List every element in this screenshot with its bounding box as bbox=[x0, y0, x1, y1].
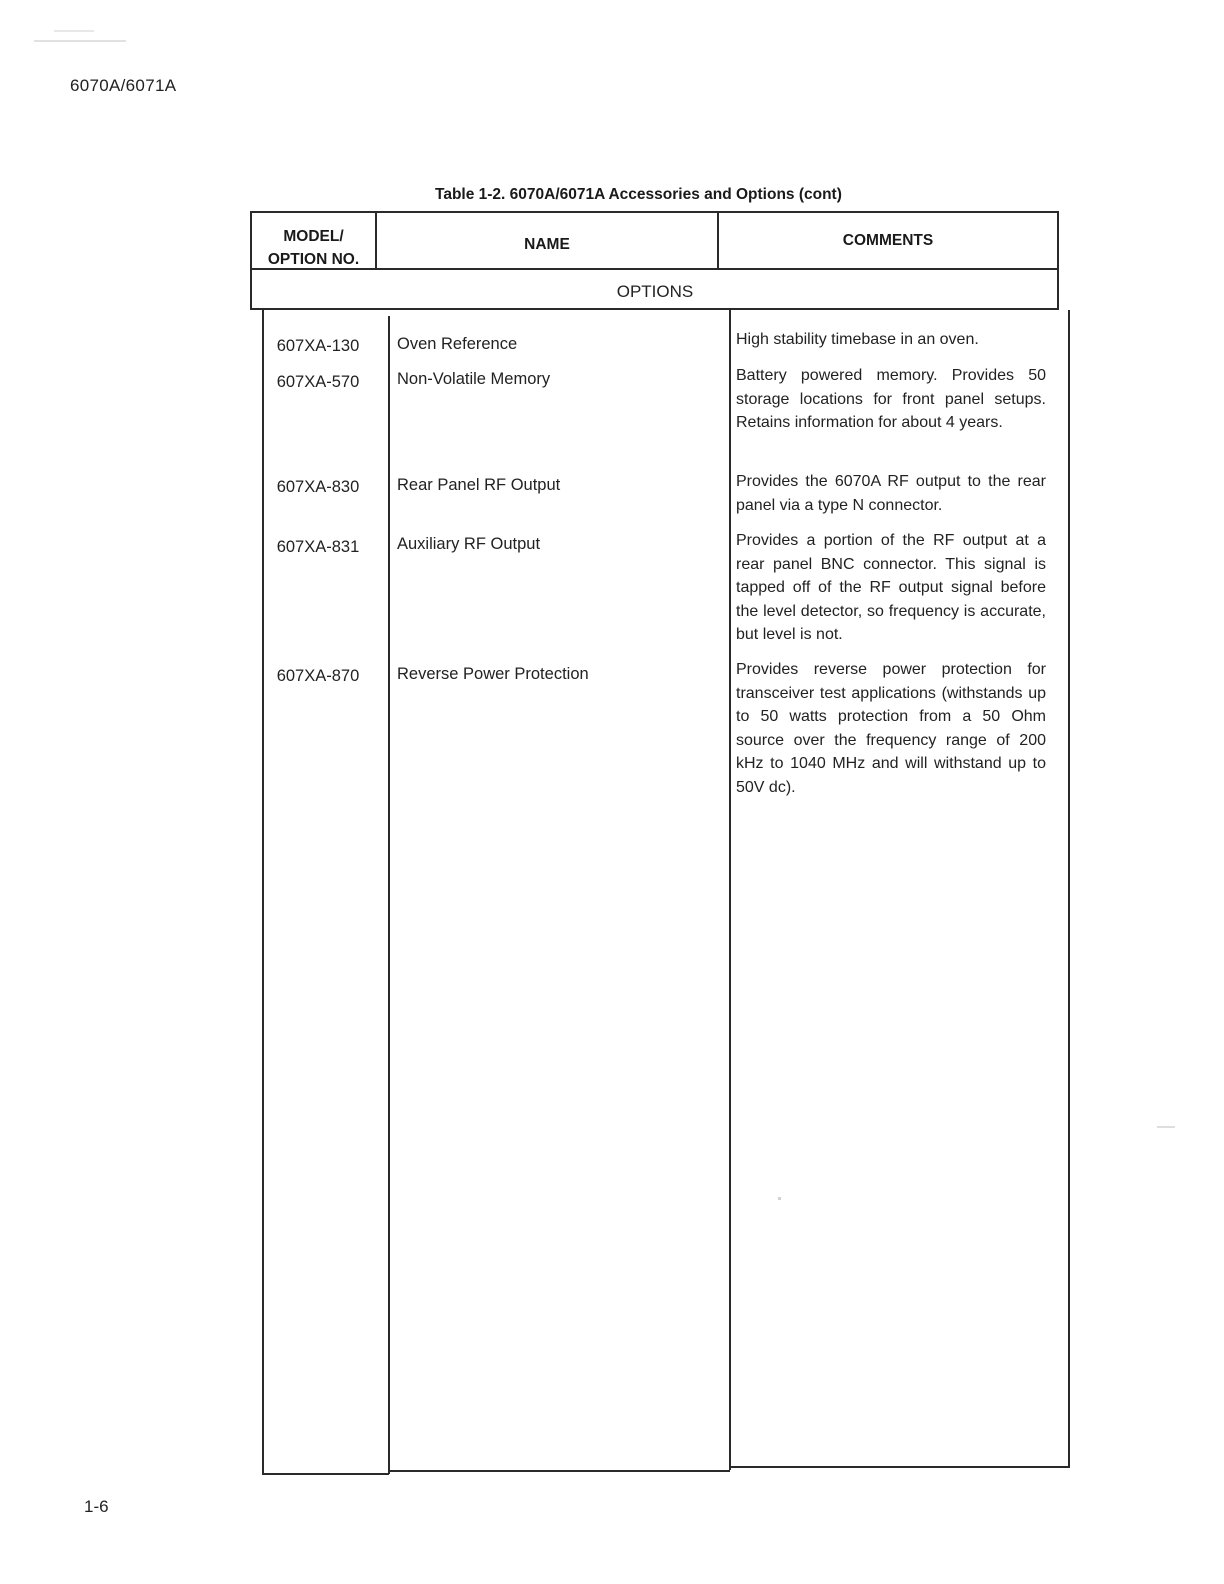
option-number: 607XA-570 bbox=[276, 373, 360, 391]
option-number: 607XA-870 bbox=[276, 667, 360, 685]
header-model-line1: MODEL/ bbox=[283, 228, 344, 245]
header-model-option-no bbox=[252, 225, 375, 271]
table-top-border bbox=[250, 211, 1059, 213]
column-divider-name bbox=[729, 310, 731, 1470]
table-right-border-lower bbox=[1068, 310, 1070, 1468]
option-comment: Provides the 6070A RF output to the rear panel via a type N connector. bbox=[736, 473, 1046, 514]
option-comment: Provides a portion of the RF output at a rear panel BNC connector. This signal is tapped off of the RF output signal before the level detector, so frequency is accurate, but level is not. bbox=[736, 532, 1046, 644]
header-comments: COMMENTS bbox=[842, 232, 934, 249]
header-name: NAME bbox=[524, 236, 570, 253]
option-name: Reverse Power Protection bbox=[397, 665, 589, 683]
section-label-options: OPTIONS bbox=[616, 282, 694, 301]
option-comment: Battery powered memory. Provides 50 storage locations for front panel setups. Retains information for about 4 years. bbox=[736, 367, 1046, 432]
option-number: 607XA-130 bbox=[276, 337, 360, 355]
scan-speck bbox=[778, 1197, 781, 1200]
scan-speck bbox=[54, 30, 94, 32]
table-bottom-border bbox=[262, 1473, 389, 1475]
section-bottom-border bbox=[251, 308, 1059, 310]
table-left-border-lower bbox=[262, 310, 264, 1475]
table-bottom-border bbox=[730, 1466, 1070, 1468]
option-name: Auxiliary RF Output bbox=[397, 535, 541, 553]
table-bottom-border bbox=[389, 1470, 730, 1472]
scan-speck bbox=[1157, 1126, 1175, 1128]
option-number: 607XA-830 bbox=[276, 478, 360, 496]
column-divider-model bbox=[388, 316, 390, 1474]
page-number: 1-6 bbox=[84, 1497, 109, 1516]
scan-speck bbox=[34, 40, 126, 42]
option-name: Rear Panel RF Output bbox=[397, 476, 561, 494]
table-title: Table 1-2. 6070A/6071A Accessories and Options (cont) bbox=[435, 186, 842, 203]
document-header: 6070A/6071A bbox=[70, 76, 177, 95]
option-name: Oven Reference bbox=[397, 335, 518, 353]
option-comment: Provides reverse power protection for transceiver test applications (withstands up to 50 watts protection from a 50 Ohm source over the frequency range of 200 kHz to 1040 MHz and will withstand up to 50V dc). bbox=[736, 661, 1046, 796]
option-comment: High stability timebase in an oven. bbox=[736, 331, 979, 348]
option-name: Non-Volatile Memory bbox=[397, 370, 551, 388]
header-model-line2: OPTION NO. bbox=[267, 251, 360, 268]
option-number: 607XA-831 bbox=[276, 538, 360, 556]
